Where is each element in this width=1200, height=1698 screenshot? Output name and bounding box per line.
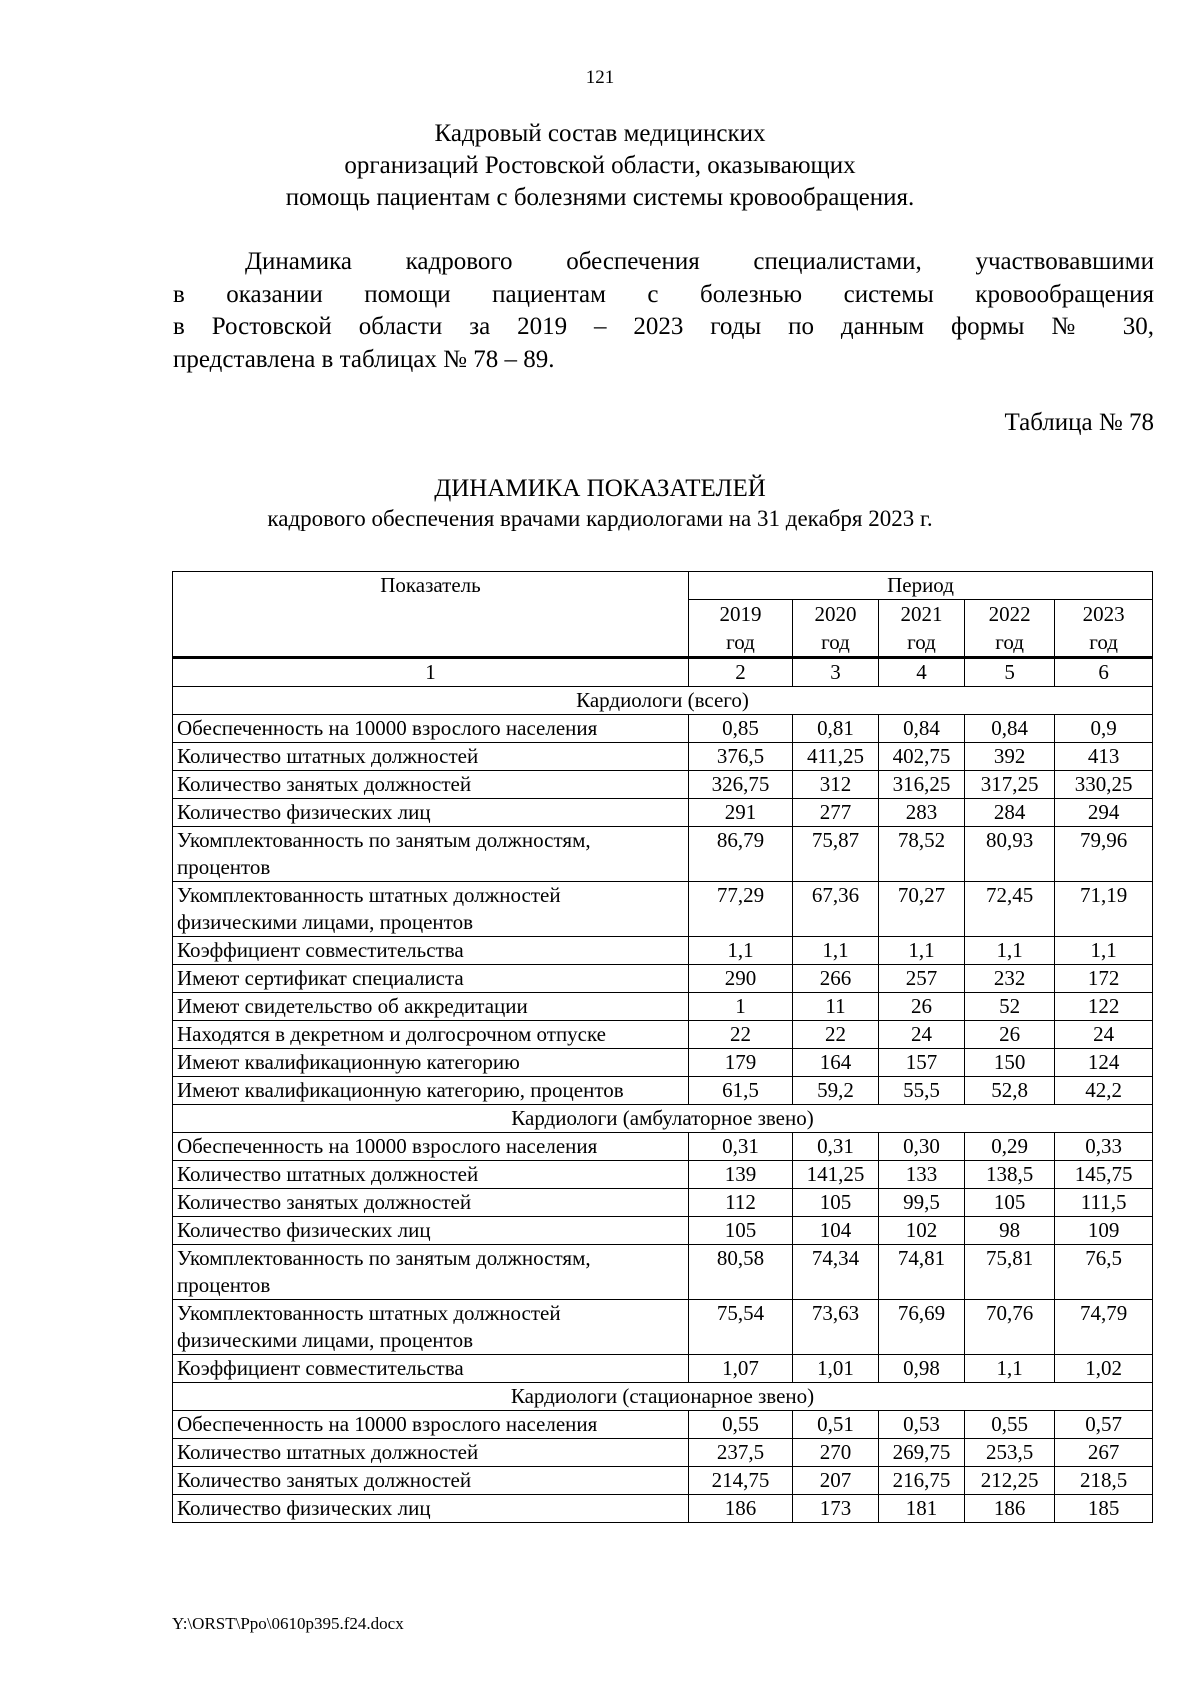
row-value: 216,75 <box>878 1467 964 1495</box>
row-value: 102 <box>878 1217 964 1245</box>
column-number: 3 <box>793 658 879 687</box>
table-row <box>173 1411 1153 1439</box>
row-value: 67,36 <box>793 882 879 937</box>
row-value: 98 <box>964 1217 1054 1245</box>
table-row <box>173 1077 1153 1105</box>
header-year <box>878 600 964 658</box>
table-title: ДИНАМИКА ПОКАЗАТЕЛЕЙ <box>434 475 766 502</box>
row-value: 0,55 <box>688 1411 792 1439</box>
row-value: 1,1 <box>688 937 792 965</box>
row-label: Количество штатных должностей <box>173 1161 689 1189</box>
intro-line: Динамика кадрового обеспечения специалистами, участвовавшими <box>245 248 1154 275</box>
row-value: 11 <box>793 993 879 1021</box>
row-value: 269,75 <box>878 1439 964 1467</box>
row-value: 1,01 <box>793 1355 879 1383</box>
row-label: Количество штатных должностей <box>173 1439 689 1467</box>
row-value: 330,25 <box>1055 771 1153 799</box>
row-value: 1,1 <box>964 937 1054 965</box>
row-value: 172 <box>1055 965 1153 993</box>
table-row <box>173 1355 1153 1383</box>
intro-line: в Ростовской области за 2019 – 2023 годы по данным формы № 30, <box>173 313 1154 340</box>
row-value: 0,30 <box>878 1133 964 1161</box>
row-value: 0,55 <box>964 1411 1054 1439</box>
table-row <box>173 937 1153 965</box>
row-value: 411,25 <box>793 743 879 771</box>
row-value: 61,5 <box>688 1077 792 1105</box>
section-header-row <box>173 687 1153 715</box>
row-value: 141,25 <box>793 1161 879 1189</box>
row-value: 24 <box>878 1021 964 1049</box>
row-value: 237,5 <box>688 1439 792 1467</box>
row-value: 104 <box>793 1217 879 1245</box>
table-row <box>173 1161 1153 1189</box>
row-value: 75,54 <box>688 1300 792 1355</box>
row-label: Находятся в декретном и долгосрочном отпуске <box>173 1021 689 1049</box>
row-value: 181 <box>878 1495 964 1523</box>
row-value: 1,1 <box>964 1355 1054 1383</box>
table-subtitle: кадрового обеспечения врачами кардиологами на 31 декабря 2023 г. <box>267 506 933 531</box>
header-year-unit: год <box>1089 630 1118 654</box>
row-value: 0,31 <box>793 1133 879 1161</box>
row-value: 253,5 <box>964 1439 1054 1467</box>
row-value: 257 <box>878 965 964 993</box>
intro-line: в оказании помощи пациентам с болезнью системы кровообращения <box>173 280 1154 308</box>
table-row <box>173 1495 1153 1523</box>
row-value: 270 <box>793 1439 879 1467</box>
header-year-value: 2019 <box>719 602 762 626</box>
row-value: 283 <box>878 799 964 827</box>
table-row <box>173 1439 1153 1467</box>
section-header-row <box>173 1105 1153 1133</box>
row-value: 392 <box>964 743 1054 771</box>
row-value: 22 <box>688 1021 792 1049</box>
header-year-unit: год <box>821 630 850 654</box>
row-value: 86,79 <box>688 827 792 882</box>
row-value: 317,25 <box>964 771 1054 799</box>
row-label: Имеют квалификационную категорию, процентов <box>173 1077 689 1105</box>
section-title: Кардиологи (всего) <box>173 687 1153 715</box>
table-row <box>173 1245 1153 1300</box>
table-row <box>173 1021 1153 1049</box>
row-value: 284 <box>964 799 1054 827</box>
table-row <box>173 771 1153 799</box>
table-row <box>173 1300 1153 1355</box>
row-value: 133 <box>878 1161 964 1189</box>
row-value: 59,2 <box>793 1077 879 1105</box>
row-value: 0,81 <box>793 715 879 743</box>
row-value: 277 <box>793 799 879 827</box>
row-value: 105 <box>688 1217 792 1245</box>
column-number: 6 <box>1055 658 1153 687</box>
row-value: 402,75 <box>878 743 964 771</box>
row-value: 138,5 <box>964 1161 1054 1189</box>
header-year <box>793 600 879 658</box>
table-number-label: Таблица № 78 <box>1004 409 1154 436</box>
row-value: 26 <box>964 1021 1054 1049</box>
row-value: 185 <box>1055 1495 1153 1523</box>
row-value: 0,84 <box>878 715 964 743</box>
header-period: Период <box>688 572 1152 600</box>
row-value: 77,29 <box>688 882 792 937</box>
row-label: Количество занятых должностей <box>173 771 689 799</box>
row-label: Имеют сертификат специалиста <box>173 965 689 993</box>
row-label: Коэффициент совместительства <box>173 1355 689 1383</box>
row-value: 218,5 <box>1055 1467 1153 1495</box>
row-label: Количество физических лиц <box>173 799 689 827</box>
header-year-unit: год <box>726 630 755 654</box>
row-value: 0,98 <box>878 1355 964 1383</box>
row-value: 70,76 <box>964 1300 1054 1355</box>
row-value: 150 <box>964 1049 1054 1077</box>
row-label: Обеспеченность на 10000 взрослого населения <box>173 715 689 743</box>
row-value: 291 <box>688 799 792 827</box>
row-label: Имеют свидетельство об аккредитации <box>173 993 689 1021</box>
table-row <box>173 799 1153 827</box>
row-label: Количество занятых должностей <box>173 1189 689 1217</box>
table-row <box>173 1133 1153 1161</box>
row-value: 0,29 <box>964 1133 1054 1161</box>
row-label: Обеспеченность на 10000 взрослого населения <box>173 1411 689 1439</box>
row-value: 232 <box>964 965 1054 993</box>
row-value: 186 <box>688 1495 792 1523</box>
section-title: Кардиологи (амбулаторное звено) <box>173 1105 1153 1133</box>
row-value: 164 <box>793 1049 879 1077</box>
row-value: 145,75 <box>1055 1161 1153 1189</box>
row-value: 72,45 <box>964 882 1054 937</box>
column-number-row <box>173 658 1153 687</box>
row-value: 105 <box>793 1189 879 1217</box>
table-row <box>173 715 1153 743</box>
heading-line: организаций Ростовской области, оказывающих <box>344 152 856 179</box>
page-number: 121 <box>585 67 615 88</box>
row-value: 186 <box>964 1495 1054 1523</box>
row-value: 1,1 <box>878 937 964 965</box>
table-row <box>173 1049 1153 1077</box>
row-value: 124 <box>1055 1049 1153 1077</box>
row-label: Укомплектованность штатных должностей физическими лицами, процентов <box>173 1300 689 1355</box>
header-year-value: 2021 <box>900 602 943 626</box>
row-value: 75,87 <box>793 827 879 882</box>
row-label: Количество штатных должностей <box>173 743 689 771</box>
column-number: 5 <box>964 658 1054 687</box>
heading-line: помощь пациентам с болезнями системы кровообращения. <box>285 184 915 211</box>
row-value: 376,5 <box>688 743 792 771</box>
row-value: 79,96 <box>1055 827 1153 882</box>
header-year <box>964 600 1054 658</box>
row-value: 26 <box>878 993 964 1021</box>
row-label: Укомплектованность по занятым должностям, процентов <box>173 1245 689 1300</box>
row-value: 52 <box>964 993 1054 1021</box>
row-value: 173 <box>793 1495 879 1523</box>
row-label: Имеют квалификационную категорию <box>173 1049 689 1077</box>
column-number: 1 <box>173 658 689 687</box>
header-year-value: 2022 <box>988 602 1031 626</box>
footer-file-path: Y:\ORST\Ppo\0610p395.f24.docx <box>172 1614 404 1633</box>
row-value: 74,34 <box>793 1245 879 1300</box>
row-label: Обеспеченность на 10000 взрослого населения <box>173 1133 689 1161</box>
row-value: 0,51 <box>793 1411 879 1439</box>
intro-paragraph <box>173 246 1154 376</box>
table-row <box>173 1189 1153 1217</box>
row-value: 75,81 <box>964 1245 1054 1300</box>
row-value: 71,19 <box>1055 882 1153 937</box>
header-indicator: Показатель <box>173 572 689 658</box>
row-value: 55,5 <box>878 1077 964 1105</box>
row-value: 267 <box>1055 1439 1153 1467</box>
header-year-unit: год <box>995 630 1024 654</box>
row-value: 22 <box>793 1021 879 1049</box>
row-value: 1,02 <box>1055 1355 1153 1383</box>
row-value: 312 <box>793 771 879 799</box>
row-value: 214,75 <box>688 1467 792 1495</box>
heading-line: Кадровый состав медицинских <box>434 120 766 147</box>
table-row <box>173 827 1153 882</box>
row-value: 78,52 <box>878 827 964 882</box>
row-value: 52,8 <box>964 1077 1054 1105</box>
header-year <box>1055 600 1153 658</box>
table-row <box>173 882 1153 937</box>
intro-line: представлена в таблицах № 78 – 89. <box>173 345 555 373</box>
row-value: 80,93 <box>964 827 1054 882</box>
column-number: 4 <box>878 658 964 687</box>
row-value: 413 <box>1055 743 1153 771</box>
row-value: 212,25 <box>964 1467 1054 1495</box>
table-row <box>173 743 1153 771</box>
table-row <box>173 965 1153 993</box>
row-value: 70,27 <box>878 882 964 937</box>
row-value: 294 <box>1055 799 1153 827</box>
row-value: 0,53 <box>878 1411 964 1439</box>
row-value: 0,31 <box>688 1133 792 1161</box>
row-value: 111,5 <box>1055 1189 1153 1217</box>
row-value: 76,69 <box>878 1300 964 1355</box>
section-title: Кардиологи (стационарное звено) <box>173 1383 1153 1411</box>
row-value: 99,5 <box>878 1189 964 1217</box>
row-value: 0,84 <box>964 715 1054 743</box>
column-number: 2 <box>688 658 792 687</box>
row-value: 122 <box>1055 993 1153 1021</box>
row-value: 1,1 <box>1055 937 1153 965</box>
row-value: 76,5 <box>1055 1245 1153 1300</box>
row-value: 1,1 <box>793 937 879 965</box>
row-value: 74,81 <box>878 1245 964 1300</box>
header-year-value: 2023 <box>1082 602 1125 626</box>
row-label: Количество физических лиц <box>173 1217 689 1245</box>
row-value: 0,57 <box>1055 1411 1153 1439</box>
row-value: 266 <box>793 965 879 993</box>
row-value: 139 <box>688 1161 792 1189</box>
row-value: 74,79 <box>1055 1300 1153 1355</box>
staffing-table <box>172 571 1153 1523</box>
row-value: 24 <box>1055 1021 1153 1049</box>
table-row <box>173 993 1153 1021</box>
row-value: 326,75 <box>688 771 792 799</box>
row-value: 105 <box>964 1189 1054 1217</box>
row-value: 42,2 <box>1055 1077 1153 1105</box>
row-value: 80,58 <box>688 1245 792 1300</box>
row-value: 1 <box>688 993 792 1021</box>
header-year-value: 2020 <box>814 602 857 626</box>
row-value: 157 <box>878 1049 964 1077</box>
row-value: 73,63 <box>793 1300 879 1355</box>
row-label: Количество занятых должностей <box>173 1467 689 1495</box>
header-year-unit: год <box>907 630 936 654</box>
row-label: Коэффициент совместительства <box>173 937 689 965</box>
header-year <box>688 600 792 658</box>
row-value: 316,25 <box>878 771 964 799</box>
row-label: Укомплектованность штатных должностей физическими лицами, процентов <box>173 882 689 937</box>
row-value: 0,9 <box>1055 715 1153 743</box>
table-row <box>173 1467 1153 1495</box>
row-value: 0,33 <box>1055 1133 1153 1161</box>
table-row <box>173 1217 1153 1245</box>
row-label: Укомплектованность по занятым должностям, процентов <box>173 827 689 882</box>
row-value: 207 <box>793 1467 879 1495</box>
row-value: 290 <box>688 965 792 993</box>
row-value: 109 <box>1055 1217 1153 1245</box>
section-header-row <box>173 1383 1153 1411</box>
row-value: 112 <box>688 1189 792 1217</box>
row-value: 0,85 <box>688 715 792 743</box>
row-value: 1,07 <box>688 1355 792 1383</box>
row-label: Количество физических лиц <box>173 1495 689 1523</box>
document-heading <box>0 118 1200 214</box>
row-value: 179 <box>688 1049 792 1077</box>
